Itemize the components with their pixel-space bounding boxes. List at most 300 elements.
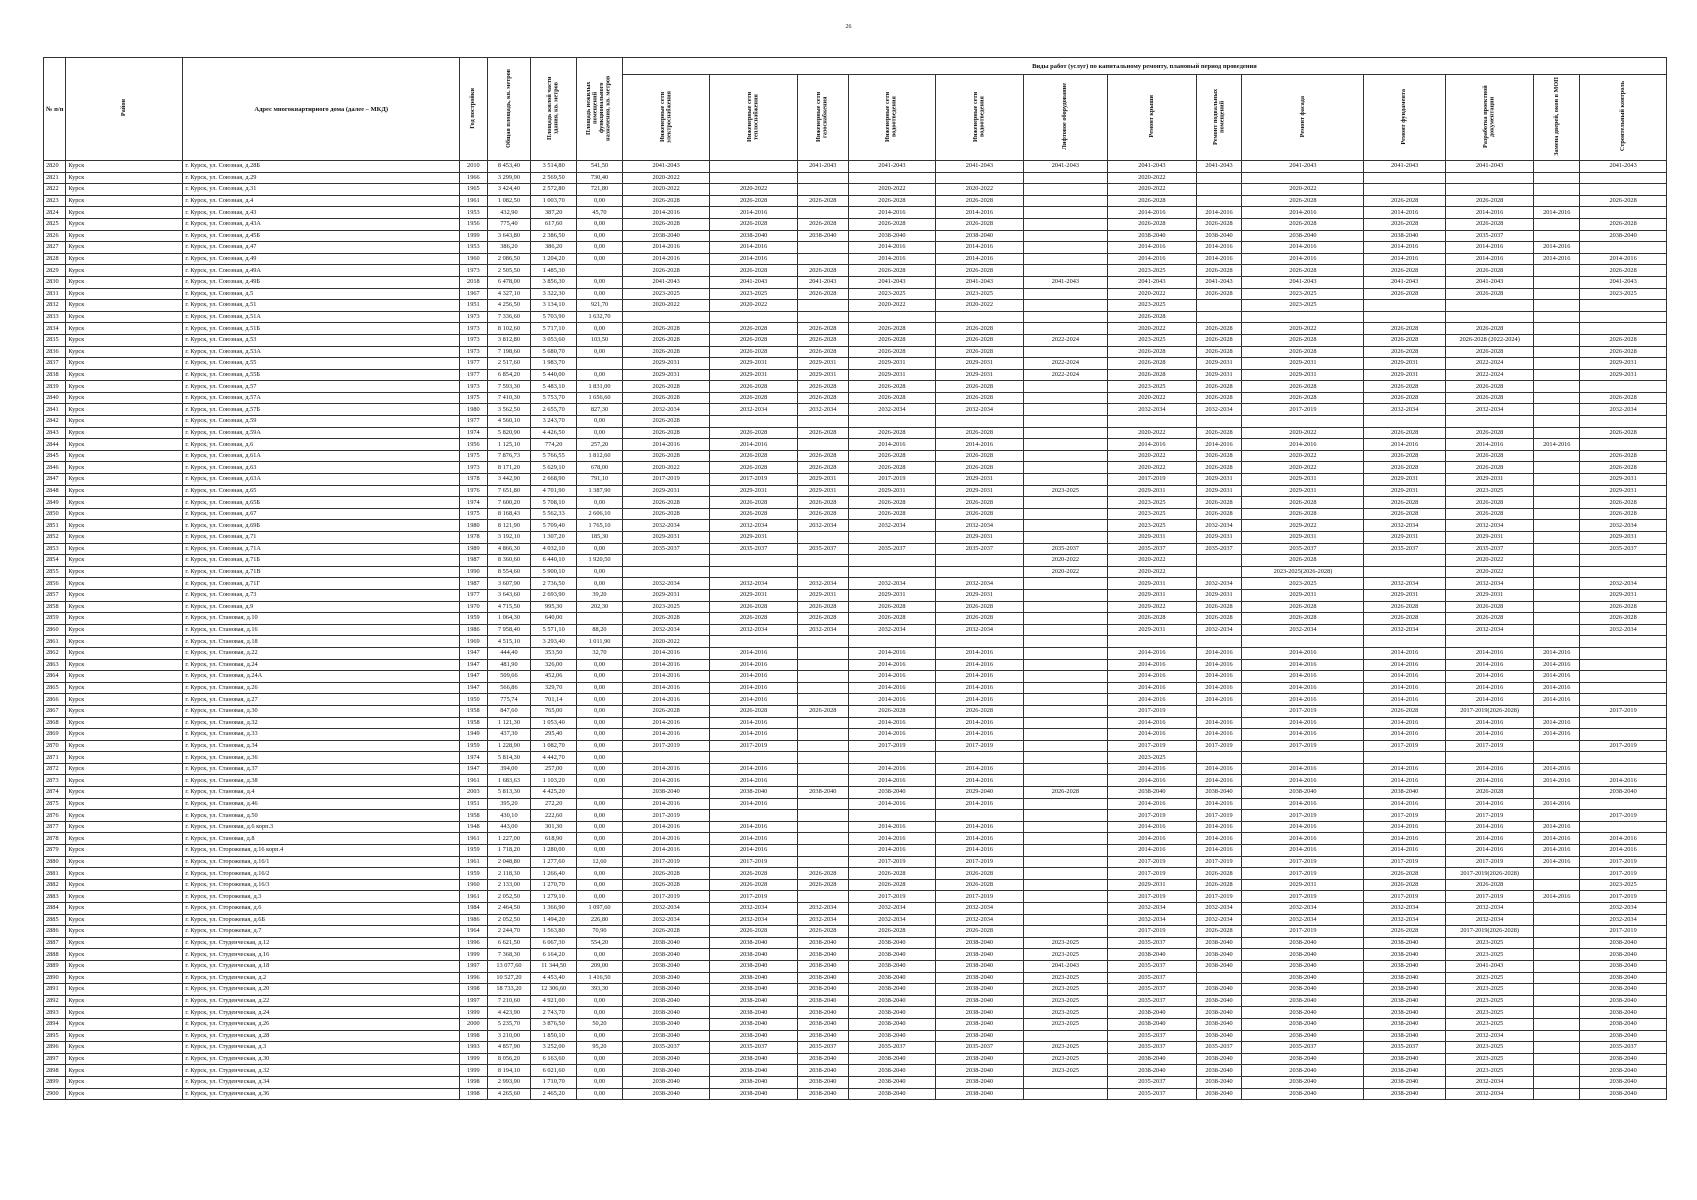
- table-cell: [1580, 659, 1667, 671]
- table-cell: [1023, 416, 1107, 428]
- table-cell: [622, 311, 709, 323]
- table-cell: 2017-2019: [622, 891, 709, 903]
- table-cell: 2029-2031: [1580, 474, 1667, 486]
- table-cell: 2029-2031: [622, 369, 709, 381]
- table-cell: 2020-2022: [710, 184, 797, 196]
- table-cell: [1534, 960, 1580, 972]
- table-cell: [797, 810, 848, 822]
- table-cell: 2014-2016: [710, 439, 797, 451]
- table-cell: [797, 729, 848, 741]
- table-cell: 4 701,90: [531, 485, 577, 497]
- table-cell: 2026-2028: [1364, 346, 1445, 358]
- table-cell: 2038-2040: [1242, 787, 1364, 799]
- table-cell: 3 856,30: [531, 276, 577, 288]
- table-cell: 2014-2016: [1242, 833, 1364, 845]
- table-cell: 50,20: [577, 1018, 623, 1030]
- table-cell: 1996: [460, 937, 487, 949]
- table-cell: 2035-2037: [1242, 1042, 1364, 1054]
- table-cell: [1534, 624, 1580, 636]
- table-cell: Курск: [66, 334, 183, 346]
- table-cell: 1977: [460, 416, 487, 428]
- table-cell: 921,70: [577, 300, 623, 312]
- table-cell: 2014-2016: [1364, 775, 1445, 787]
- table-cell: [1023, 207, 1107, 219]
- table-row: [44, 392, 1667, 404]
- table-cell: 2026-2028: [622, 381, 709, 393]
- table-cell: 2026-2028: [1242, 381, 1364, 393]
- table-cell: 2000: [460, 1018, 487, 1030]
- table-cell: 444,40: [487, 647, 531, 659]
- table-cell: 2026-2028: [622, 416, 709, 428]
- table-cell: 2017-2019: [936, 891, 1023, 903]
- table-cell: 2014-2016: [710, 845, 797, 857]
- table-cell: 2038-2040: [1364, 230, 1445, 242]
- table-cell: Курск: [66, 949, 183, 961]
- table-cell: г. Курск, ул. Становая, д.37: [183, 763, 460, 775]
- col-basement-header: Ремонт подвальных помещений: [1196, 75, 1242, 161]
- table-cell: г. Курск, ул. Становая, д.10: [183, 613, 460, 625]
- table-cell: 1 387,90: [577, 485, 623, 497]
- table-cell: [1242, 416, 1364, 428]
- table-cell: 2866: [44, 694, 66, 706]
- table-cell: 2882: [44, 879, 66, 891]
- table-cell: [1534, 914, 1580, 926]
- table-cell: [797, 416, 848, 428]
- table-cell: [1534, 589, 1580, 601]
- table-cell: 2026-2028: [848, 601, 935, 613]
- table-cell: 2023-2025: [1023, 949, 1107, 961]
- table-cell: г. Курск, ул. Становая, д.33: [183, 729, 460, 741]
- table-cell: 775,40: [487, 218, 531, 230]
- table-cell: 2014-2016: [1242, 671, 1364, 683]
- table-cell: [848, 636, 935, 648]
- table-cell: 2014-2016: [710, 729, 797, 741]
- table-cell: 1973: [460, 265, 487, 277]
- table-cell: 2826: [44, 230, 66, 242]
- table-cell: 2026-2028: [936, 926, 1023, 938]
- table-cell: [797, 798, 848, 810]
- table-cell: 2038-2040: [1196, 949, 1242, 961]
- table-cell: [1534, 810, 1580, 822]
- table-cell: 2026-2028: [848, 705, 935, 717]
- table-cell: 2038-2040: [1364, 984, 1445, 996]
- table-cell: 2026-2028: [710, 868, 797, 880]
- table-cell: 2038-2040: [1580, 1076, 1667, 1088]
- table-row: [44, 288, 1667, 300]
- table-cell: 2869: [44, 729, 66, 741]
- table-cell: 2038-2040: [1196, 960, 1242, 972]
- table-cell: [797, 694, 848, 706]
- table-cell: 2038-2040: [797, 960, 848, 972]
- table-cell: [1196, 752, 1242, 764]
- table-cell: [936, 555, 1023, 567]
- table-cell: 1989: [460, 543, 487, 555]
- table-cell: 3 053,60: [531, 334, 577, 346]
- table-cell: Курск: [66, 450, 183, 462]
- table-cell: [710, 752, 797, 764]
- table-cell: 2023-2025: [1023, 1007, 1107, 1019]
- table-cell: 0,00: [577, 845, 623, 857]
- table-cell: Курск: [66, 775, 183, 787]
- table-cell: 2026-2028: [1580, 462, 1667, 474]
- table-cell: 2821: [44, 172, 66, 184]
- table-cell: 2035-2037: [710, 543, 797, 555]
- table-cell: Курск: [66, 960, 183, 972]
- table-cell: 2026-2028: [1242, 334, 1364, 346]
- table-row: [44, 729, 1667, 741]
- table-cell: 2026-2028: [936, 868, 1023, 880]
- table-cell: Курск: [66, 288, 183, 300]
- table-cell: Курск: [66, 589, 183, 601]
- table-cell: 2017-2019: [1108, 926, 1197, 938]
- table-cell: 1 307,20: [531, 532, 577, 544]
- table-cell: 432,90: [487, 207, 531, 219]
- table-row: [44, 323, 1667, 335]
- table-cell: 2026-2028: [1445, 346, 1534, 358]
- table-cell: 2014-2016: [1580, 253, 1667, 265]
- table-cell: 2014-2016: [936, 775, 1023, 787]
- table-cell: 678,00: [577, 462, 623, 474]
- table-cell: 8 168,43: [487, 508, 531, 520]
- table-cell: [1364, 636, 1445, 648]
- table-cell: 2014-2016: [848, 845, 935, 857]
- table-cell: 2026-2028: [1196, 879, 1242, 891]
- table-cell: г. Курск, ул. Союзная, д.43А: [183, 218, 460, 230]
- table-cell: 2017-2019: [936, 740, 1023, 752]
- table-cell: 0,00: [577, 763, 623, 775]
- table-cell: 2032-2034: [797, 624, 848, 636]
- table-cell: [577, 613, 623, 625]
- table-cell: 2029-2031: [1196, 474, 1242, 486]
- table-cell: 2038-2040: [1242, 995, 1364, 1007]
- table-cell: 2038-2040: [1580, 1053, 1667, 1065]
- table-cell: Курск: [66, 995, 183, 1007]
- table-cell: 3 643,60: [487, 589, 531, 601]
- table-cell: 2026-2028: [1580, 613, 1667, 625]
- table-cell: Курск: [66, 172, 183, 184]
- table-cell: Курск: [66, 601, 183, 613]
- table-row: [44, 555, 1667, 567]
- table-cell: 2893: [44, 1007, 66, 1019]
- table-cell: 2014-2016: [848, 439, 935, 451]
- table-cell: 2029-2031: [797, 369, 848, 381]
- table-cell: Курск: [66, 845, 183, 857]
- table-cell: 2041-2043: [622, 161, 709, 173]
- table-cell: 1975: [460, 392, 487, 404]
- table-cell: г. Курск, ул. Становая, д.16: [183, 624, 460, 636]
- table-cell: 1 053,40: [531, 717, 577, 729]
- table-cell: 2026-2028: [1445, 323, 1534, 335]
- table-cell: 2014-2016: [1534, 682, 1580, 694]
- table-cell: 2026-2028: [1580, 265, 1667, 277]
- table-cell: 2014-2016: [622, 694, 709, 706]
- table-cell: 3 252,00: [531, 1042, 577, 1054]
- table-cell: г. Курск, ул. Союзная, д.71В: [183, 566, 460, 578]
- table-row: [44, 172, 1667, 184]
- table-cell: 2857: [44, 589, 66, 601]
- table-cell: 1951: [460, 798, 487, 810]
- table-cell: 2029-2031: [1580, 485, 1667, 497]
- table-cell: 1 563,80: [531, 926, 577, 938]
- table-cell: [1534, 613, 1580, 625]
- table-cell: 2026-2028: [1445, 787, 1534, 799]
- table-cell: 2023-2025: [1023, 1042, 1107, 1054]
- table-cell: 1 082,70: [531, 740, 577, 752]
- table-cell: [797, 172, 848, 184]
- table-row: [44, 949, 1667, 961]
- table-cell: 2035-2037: [1108, 1030, 1197, 1042]
- table-cell: Курск: [66, 903, 183, 915]
- table-cell: 2026-2028: [622, 334, 709, 346]
- table-cell: 2032-2034: [848, 624, 935, 636]
- table-cell: 2014-2016: [622, 207, 709, 219]
- table-cell: 2 606,10: [577, 508, 623, 520]
- table-cell: Курск: [66, 1076, 183, 1088]
- table-row: [44, 752, 1667, 764]
- table-cell: 2035-2037: [1242, 543, 1364, 555]
- table-cell: 5 820,90: [487, 427, 531, 439]
- table-cell: 2014-2016: [1108, 717, 1197, 729]
- table-cell: Курск: [66, 207, 183, 219]
- table-cell: 2038-2040: [1580, 937, 1667, 949]
- table-cell: 2032-2034: [797, 903, 848, 915]
- table-cell: 2 052,50: [487, 914, 531, 926]
- table-cell: г. Курск, ул. Становая, д.38: [183, 775, 460, 787]
- table-cell: 2038-2040: [797, 1030, 848, 1042]
- table-cell: Курск: [66, 729, 183, 741]
- table-cell: 1977: [460, 369, 487, 381]
- table-cell: 2014-2016: [936, 659, 1023, 671]
- table-cell: 2026-2028: [1364, 195, 1445, 207]
- table-cell: 2026-2028: [848, 497, 935, 509]
- table-cell: 2 048,80: [487, 856, 531, 868]
- table-cell: 2023-2025: [1023, 984, 1107, 996]
- table-cell: 2017-2019(2026-2028): [1445, 705, 1534, 717]
- col-address-header: Адрес многоквартирного дома (далее – МКД): [183, 58, 460, 161]
- table-cell: 2041-2043: [848, 161, 935, 173]
- table-cell: 2026-2028: [710, 508, 797, 520]
- table-cell: 2022-2024: [1023, 334, 1107, 346]
- table-cell: г. Курск, ул. Студенческая, д.16: [183, 949, 460, 961]
- table-cell: 2014-2016: [1580, 833, 1667, 845]
- table-cell: [1023, 184, 1107, 196]
- table-cell: 2014-2016: [622, 763, 709, 775]
- table-cell: 2026-2028: [710, 601, 797, 613]
- table-cell: 2029-2031: [1580, 358, 1667, 370]
- table-cell: 2014-2016: [1364, 821, 1445, 833]
- table-cell: 2014-2016: [1534, 821, 1580, 833]
- table-cell: 1998: [460, 1030, 487, 1042]
- table-cell: 1959: [460, 868, 487, 880]
- table-cell: 2 086,50: [487, 253, 531, 265]
- table-cell: 2038-2040: [710, 1018, 797, 1030]
- table-cell: 2865: [44, 682, 66, 694]
- table-cell: 2014-2016: [1534, 647, 1580, 659]
- table-cell: 2014-2016: [1364, 763, 1445, 775]
- table-cell: 2032-2034: [1364, 520, 1445, 532]
- table-cell: 2833: [44, 311, 66, 323]
- table-cell: 2029-2031: [1196, 369, 1242, 381]
- table-cell: г. Курск, ул. Союзная, д.57: [183, 381, 460, 393]
- table-cell: 2026-2028: [1023, 787, 1107, 799]
- table-cell: [797, 775, 848, 787]
- table-cell: 2014-2016: [1242, 207, 1364, 219]
- table-cell: 2014-2016: [936, 717, 1023, 729]
- table-cell: 765,00: [531, 705, 577, 717]
- table-row: [44, 1042, 1667, 1054]
- table-row: [44, 346, 1667, 358]
- table-cell: 2032-2034: [1445, 578, 1534, 590]
- table-cell: г. Курск, ул. Союзная, д.28Б: [183, 161, 460, 173]
- table-cell: [1364, 184, 1445, 196]
- table-cell: 2026-2028: [1364, 613, 1445, 625]
- table-cell: 2023-2025: [1445, 972, 1534, 984]
- table-cell: 774,20: [531, 439, 577, 451]
- table-cell: [1534, 311, 1580, 323]
- table-cell: 2026-2028: [622, 705, 709, 717]
- table-cell: 2038-2040: [710, 1076, 797, 1088]
- table-cell: 2038-2040: [1196, 230, 1242, 242]
- table-cell: 2023-2025(2026-2028): [1242, 566, 1364, 578]
- table-cell: [1023, 821, 1107, 833]
- table-cell: [797, 439, 848, 451]
- table-cell: 0,00: [577, 775, 623, 787]
- table-cell: 2035-2037: [622, 1042, 709, 1054]
- table-cell: 2032-2034: [622, 903, 709, 915]
- table-cell: 2026-2028: [1445, 613, 1534, 625]
- table-cell: 2026-2028: [936, 218, 1023, 230]
- table-cell: Курск: [66, 810, 183, 822]
- table-cell: [1580, 752, 1667, 764]
- table-cell: 1 121,30: [487, 717, 531, 729]
- table-cell: [1534, 265, 1580, 277]
- table-cell: 5 629,10: [531, 462, 577, 474]
- table-cell: 0,00: [577, 427, 623, 439]
- table-cell: 481,90: [487, 659, 531, 671]
- table-cell: 0,00: [577, 346, 623, 358]
- table-cell: 2837: [44, 358, 66, 370]
- table-cell: [622, 555, 709, 567]
- table-cell: 2038-2040: [1364, 1065, 1445, 1077]
- table-cell: 2014-2016: [1108, 253, 1197, 265]
- table-cell: 2035-2037: [710, 1042, 797, 1054]
- table-cell: 2038-2040: [622, 1053, 709, 1065]
- table-cell: 2896: [44, 1042, 66, 1054]
- table-cell: 2026-2028: [1196, 288, 1242, 300]
- table-cell: 1987: [460, 578, 487, 590]
- table-cell: 1980: [460, 404, 487, 416]
- table-cell: 353,50: [531, 647, 577, 659]
- table-row: [44, 334, 1667, 346]
- table-cell: 2026-2028: [848, 323, 935, 335]
- table-cell: 2017-2019: [1242, 856, 1364, 868]
- table-cell: 2032-2034: [622, 624, 709, 636]
- table-cell: 2014-2016: [1364, 682, 1445, 694]
- table-cell: 1 765,10: [577, 520, 623, 532]
- table-cell: 2026-2028: [1242, 613, 1364, 625]
- table-cell: 2843: [44, 427, 66, 439]
- table-cell: 2029-2031: [848, 485, 935, 497]
- table-cell: г. Курск, ул. Союзная, д.67: [183, 508, 460, 520]
- table-cell: 2026-2028: [936, 879, 1023, 891]
- table-cell: 10 527,20: [487, 972, 531, 984]
- table-cell: 2845: [44, 450, 66, 462]
- table-cell: г. Курск, ул. Сторожевая, д.16 корп.4: [183, 845, 460, 857]
- table-cell: 2026-2028: [936, 323, 1023, 335]
- table-cell: 2038-2040: [622, 1076, 709, 1088]
- table-cell: г. Курск, ул. Союзная, д.4: [183, 195, 460, 207]
- table-cell: 2014-2016: [848, 833, 935, 845]
- table-cell: 2035-2037: [1023, 543, 1107, 555]
- table-cell: 2041-2043: [1242, 161, 1364, 173]
- table-cell: 2020-2022: [936, 184, 1023, 196]
- table-cell: 2038-2040: [1580, 787, 1667, 799]
- table-cell: 2017-2019: [1108, 740, 1197, 752]
- table-cell: 2014-2016: [1196, 647, 1242, 659]
- table-cell: Курск: [66, 462, 183, 474]
- table-cell: [1196, 636, 1242, 648]
- table-cell: 2026-2028: [1196, 868, 1242, 880]
- table-cell: 2026-2028: [1364, 508, 1445, 520]
- table-cell: [1108, 416, 1197, 428]
- col-electric-header: Инженерные сети электроснабжения: [622, 75, 709, 161]
- table-cell: г. Курск, ул. Студенческая, д.12: [183, 937, 460, 949]
- table-cell: 1997: [460, 995, 487, 1007]
- table-cell: 2023-2025: [1445, 1018, 1534, 1030]
- table-cell: 3 514,80: [531, 161, 577, 173]
- table-cell: [1023, 647, 1107, 659]
- table-cell: 2035-2037: [1108, 960, 1197, 972]
- table-cell: [1534, 937, 1580, 949]
- table-cell: 1 850,10: [531, 1030, 577, 1042]
- table-cell: [1534, 427, 1580, 439]
- table-cell: 4 715,50: [487, 601, 531, 613]
- table-cell: 1 632,70: [577, 311, 623, 323]
- table-cell: г. Курск, ул. Студенческая, д.22: [183, 995, 460, 1007]
- table-cell: 4 423,90: [487, 1007, 531, 1019]
- table-cell: 2014-2016: [710, 694, 797, 706]
- table-cell: [1534, 532, 1580, 544]
- table-cell: Курск: [66, 532, 183, 544]
- table-cell: 2854: [44, 555, 66, 567]
- table-cell: 2038-2040: [1242, 1076, 1364, 1088]
- table-cell: 2014-2016: [1242, 659, 1364, 671]
- table-cell: 2029-2031: [1242, 474, 1364, 486]
- table-cell: 2026-2028: [848, 613, 935, 625]
- table-cell: 2029-2031: [1364, 358, 1445, 370]
- table-cell: 2026-2028: [1196, 334, 1242, 346]
- table-cell: [1023, 404, 1107, 416]
- table-cell: 2035-2037: [848, 543, 935, 555]
- table-cell: 2020-2022: [1108, 323, 1197, 335]
- table-cell: 2026-2028: [848, 868, 935, 880]
- table-row: [44, 532, 1667, 544]
- table-cell: 2026-2028: [1445, 601, 1534, 613]
- table-cell: г. Курск, ул. Сторожевая, д.16/3: [183, 879, 460, 891]
- table-cell: г. Курск, ул. Союзная, д.61А: [183, 450, 460, 462]
- table-cell: г. Курск, ул. Становая, д.6 корп.3: [183, 821, 460, 833]
- table-cell: 2029-2031: [1108, 624, 1197, 636]
- table-row: [44, 300, 1667, 312]
- table-cell: Курск: [66, 474, 183, 486]
- table-cell: 2026-2028: [1196, 508, 1242, 520]
- table-cell: 2035-2037: [797, 1042, 848, 1054]
- table-cell: 2014-2016: [1364, 207, 1445, 219]
- table-row: [44, 891, 1667, 903]
- table-cell: 2847: [44, 474, 66, 486]
- table-cell: 2 517,60: [487, 358, 531, 370]
- table-cell: 2023-2025: [1242, 288, 1364, 300]
